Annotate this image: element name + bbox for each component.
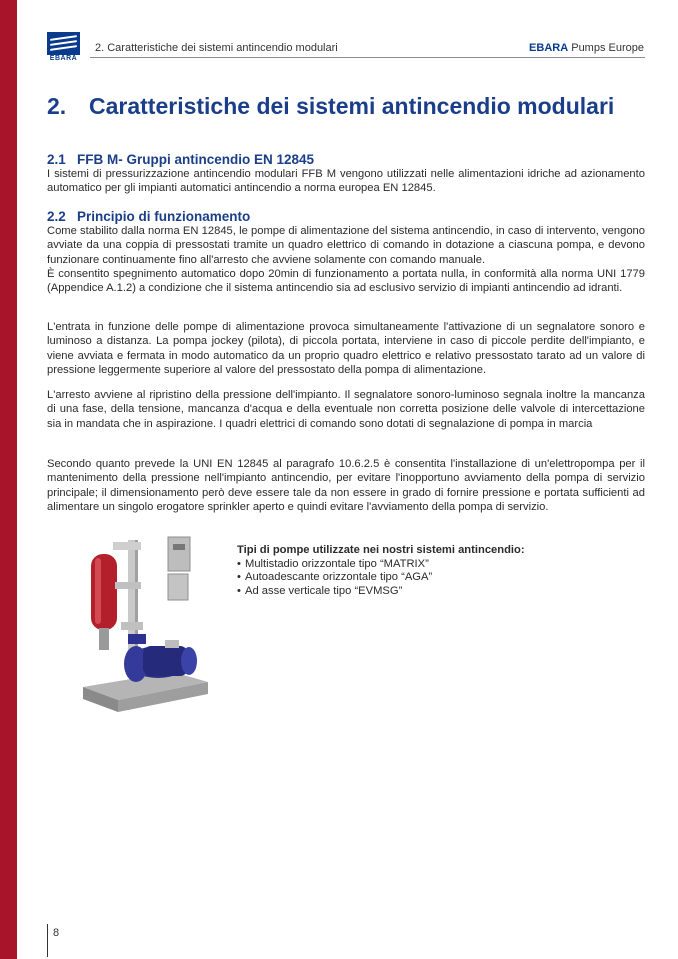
list-item: • Ad asse verticale tipo “EVMSG”	[237, 585, 525, 599]
running-header-brand: EBARA Pumps Europe	[529, 42, 644, 54]
pump-types-block	[237, 544, 525, 598]
chapter-title: 2. Caratteristiche dei sistemi antincendio modulari	[47, 93, 615, 119]
ebara-logo: EBARA	[47, 32, 80, 62]
pump-types-list	[237, 558, 525, 599]
section-2-2-body-b: L'entrata in funzione delle pompe di alimentazione provoca simultaneamente l'attivazione di un segnalatore sonoro e luminoso a distanza. La pompa jockey (pilota), di piccola portata, interviene in caso di piccole perdite dell'impianto, e viene avviata e fermata in modo automatico da un proprio quadro elettrico e relativo pressostato tarato ad un valore di pressione leggermente superiore al valore del pressostato della pompa di alimentazione.	[47, 321, 645, 376]
page-number: 8	[47, 924, 59, 957]
section-2-2-body-a: Come stabilito dalla norma EN 12845, le pompe di alimentazione del sistema antincendio, in caso di intervento, vengono avviate da una coppia di pressostati tramite un quadro elettrico di comando in dotazione a ciascuna pompa, e devono funzionare continuamente fino all'arresto che avviene solamente con comando manuale. È consentito spegnimento automatico dopo 20min di funzionamento a portata nulla, in conformità alla norma UNI 1779 (Appendice A.1.2) a condizione che il sistema antincendio sia ad esclusivo servizio di impianti antincendio ad idranti.	[47, 225, 645, 295]
section-2-1-heading: 2.1 FFB M- Gruppi antincendio EN 12845	[47, 152, 315, 167]
list-item: • Autoadescante orizzontale tipo “AGA”	[237, 571, 525, 585]
left-accent-bar	[0, 0, 17, 959]
section-2-2-heading: 2.2 Principio di funzionamento	[47, 209, 251, 224]
pump-types-title: Tipi di pompe utilizzate nei nostri sistemi antincendio:	[237, 544, 525, 556]
section-2-1-body: I sistemi di pressurizzazione antincendio modulari FFB M vengono utilizzati nelle alimentazioni idriche ad azionamento automatico per gli impianti automatici antincendio a norma europea EN 12845.	[47, 168, 645, 195]
list-item: • Multistadio orizzontale tipo “MATRIX”	[237, 558, 525, 572]
running-header-section: 2. Caratteristiche dei sistemi antincendio modulari	[95, 42, 338, 54]
header-divider	[90, 57, 645, 58]
pump-system-image	[73, 522, 213, 727]
section-2-2-body-d: Secondo quanto prevede la UNI EN 12845 al paragrafo 10.6.2.5 è consentita l'installazione di un'elettropompa per il mantenimento della pressione nell'impianto antincendio, per evitare l'inopportuno avviamento della pompa di servizio principale; il dimensionamento però deve essere tale da non essere in grado di fornire pressione e portata sufficienti ad alimentare un singolo erogatore sprinkler aperto e quindi evitare l'avviamento della pompa di servizio.	[47, 458, 645, 513]
section-2-2-body-c: L'arresto avviene al ripristino della pressione dell'impianto. Il segnalatore sonoro-luminoso segnala inoltre la mancanza di una fase, della tensione, mancanza d'acqua e della eventuale non corretta posizione delle valvole di intercettazione sia in mandata che in aspirazione. I quadri elettrici di comando sono dotati di segnalazione di pompa in marcia	[47, 389, 645, 430]
